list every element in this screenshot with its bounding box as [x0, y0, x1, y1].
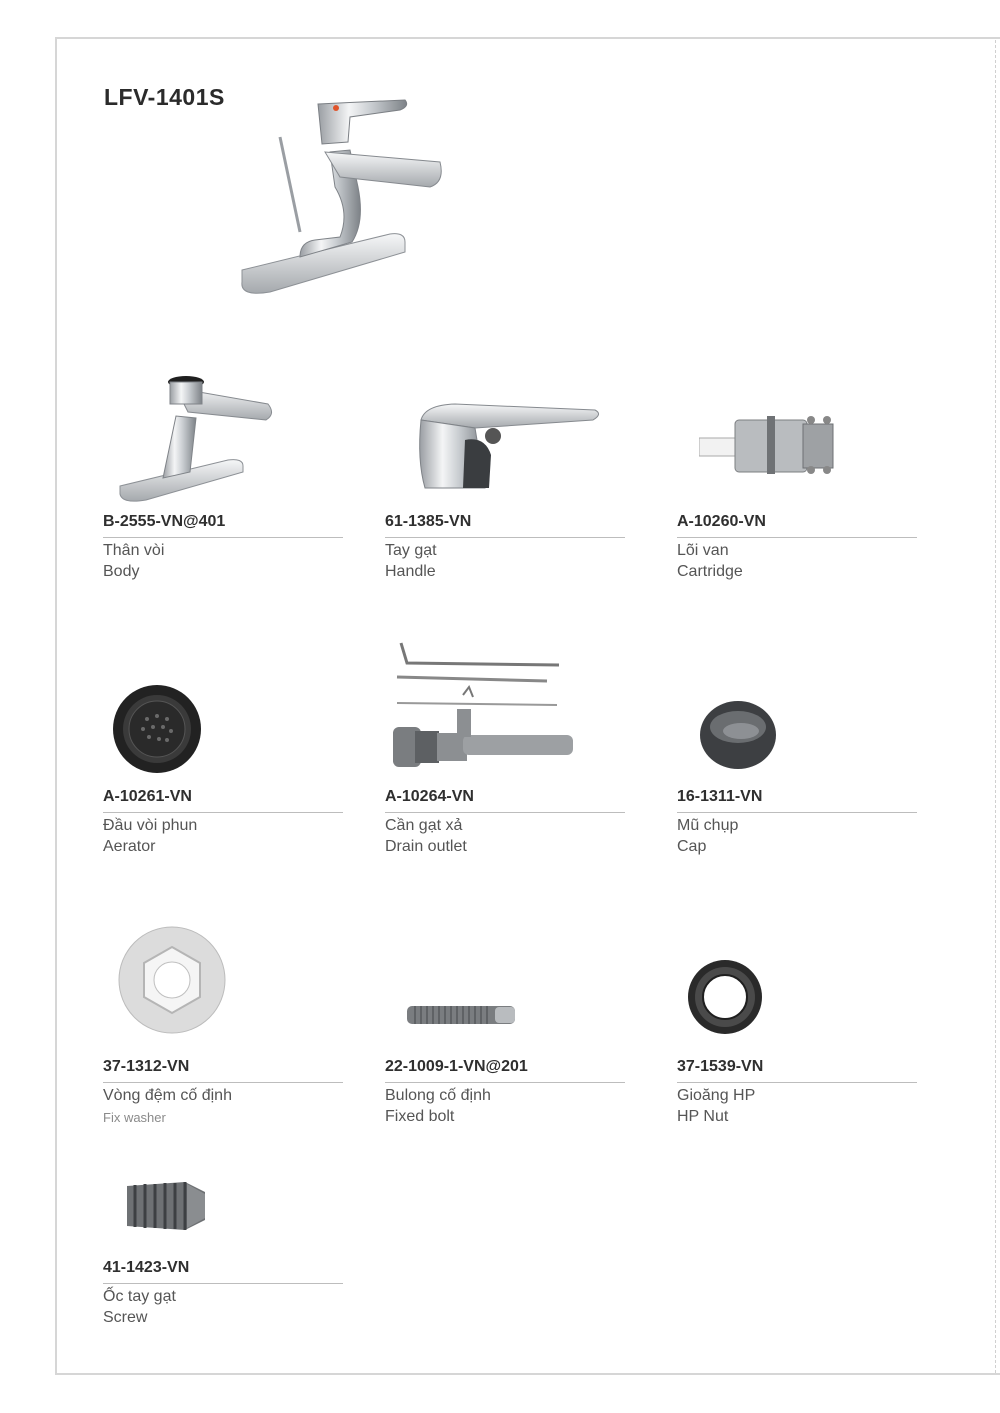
- part-code: A-10260-VN: [677, 513, 766, 530]
- part-name-vi: Đầu vòi phun: [103, 817, 198, 834]
- page-edge-divider: [995, 40, 996, 1373]
- part-card: [103, 905, 343, 1135]
- faucet-body-icon: [118, 368, 278, 503]
- cartridge-icon: [699, 410, 839, 480]
- part-code: 37-1539-VN: [677, 1058, 764, 1075]
- divider: [103, 812, 343, 813]
- divider: [677, 537, 917, 538]
- bolt-icon: [407, 1003, 517, 1027]
- divider: [677, 1082, 917, 1083]
- part-name-en: Body: [103, 563, 140, 580]
- part-card: [677, 905, 917, 1135]
- part-name-vi: Gioăng HP: [677, 1087, 756, 1104]
- part-name-vi: Mũ chụp: [677, 817, 739, 834]
- drain-outlet-icon: [387, 639, 577, 774]
- part-name-en: Fix washer: [103, 1110, 166, 1125]
- seal-ring-icon: [685, 957, 765, 1037]
- divider: [385, 537, 625, 538]
- part-name-vi: Cần gạt xả: [385, 817, 463, 834]
- part-name-vi: Vòng đệm cố định: [103, 1087, 232, 1104]
- part-card: [677, 360, 917, 590]
- divider: [103, 1283, 343, 1284]
- part-code: 22-1009-1-VN@201: [385, 1058, 528, 1075]
- part-name-vi: Tay gạt: [385, 542, 437, 559]
- part-code: 61-1385-VN: [385, 513, 472, 530]
- divider: [385, 1082, 625, 1083]
- part-name-en: Cap: [677, 838, 707, 855]
- divider: [103, 1082, 343, 1083]
- aerator-icon: [111, 683, 203, 775]
- faucet-product-image: [230, 92, 475, 302]
- part-code: A-10264-VN: [385, 788, 474, 805]
- part-code: 41-1423-VN: [103, 1259, 190, 1276]
- part-card: [385, 635, 625, 865]
- part-name-en: Aerator: [103, 838, 156, 855]
- part-name-vi: Thân vòi: [103, 542, 165, 559]
- part-card: [385, 360, 625, 590]
- part-code: B-2555-VN@401: [103, 513, 226, 530]
- model-title: LFV-1401S: [104, 84, 225, 110]
- part-name-en: Drain outlet: [385, 838, 467, 855]
- part-card: [103, 635, 343, 865]
- divider: [385, 812, 625, 813]
- part-code: A-10261-VN: [103, 788, 192, 805]
- part-name-vi: Lõi van: [677, 542, 729, 559]
- part-name-en: Cartridge: [677, 563, 743, 580]
- part-code: 37-1312-VN: [103, 1058, 190, 1075]
- divider: [677, 812, 917, 813]
- part-name-en: Screw: [103, 1309, 148, 1326]
- divider: [103, 537, 343, 538]
- part-name-vi: Ốc tay gạt: [103, 1288, 176, 1305]
- washer-icon: [117, 925, 227, 1035]
- handle-icon: [415, 400, 605, 495]
- part-name-en: Fixed bolt: [385, 1108, 455, 1125]
- part-card: [677, 635, 917, 865]
- part-card: [103, 360, 343, 590]
- cap-icon: [697, 699, 779, 771]
- part-name-vi: Bulong cố định: [385, 1087, 491, 1104]
- part-name-en: Handle: [385, 563, 436, 580]
- part-name-en: HP Nut: [677, 1108, 729, 1125]
- screw-icon: [125, 1176, 207, 1236]
- part-code: 16-1311-VN: [677, 788, 763, 805]
- part-card: [385, 905, 625, 1135]
- part-card: [103, 1106, 343, 1336]
